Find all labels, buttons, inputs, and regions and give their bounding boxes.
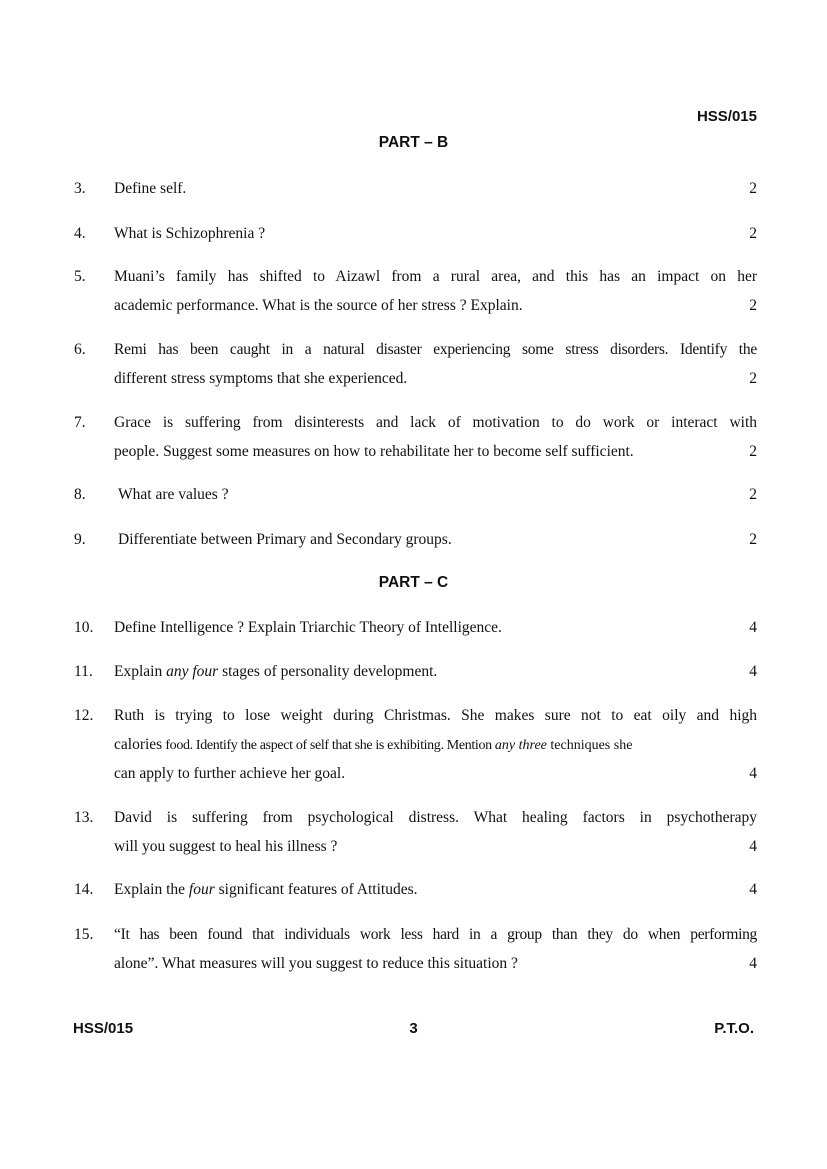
question-text: What is Schizophrenia ? [114,225,266,242]
question-text-line-2: people. Suggest some measures on how to rehabilitate her to become self sufficient. [114,442,634,460]
question-marks: 2 [749,486,757,503]
question-text-post: significant features of Attitudes. [214,881,418,898]
question-marks: 2 [749,531,757,548]
question-marks: 2 [749,180,757,197]
question-number: 13. [74,809,94,826]
question-text-line-1: “It has been found that individuals work less hard in a group than they do when performing [114,926,757,943]
question-number: 11. [74,663,93,680]
footer-paper-code: HSS/015 [73,1020,134,1037]
question-marks: 4 [749,881,757,898]
part-b-title: PART – B [378,134,449,151]
question-number: 7. [74,414,86,431]
question-14 [74,876,757,905]
question-marks: 2 [749,296,757,314]
question-12 [74,702,757,789]
footer-page-number: 3 [409,1020,418,1037]
question-text-line-3: can apply to further achieve her goal. [114,765,346,782]
question-number: 9. [74,531,86,548]
question-11 [74,658,757,687]
question-number: 15. [74,926,94,943]
question-marks: 2 [749,369,757,387]
question-marks: 2 [749,442,757,460]
question-number: 10. [74,619,94,636]
question-text-line-2: will you suggest to heal his illness ? [114,837,338,855]
question-text-line-2: academic performance. What is the source of her stress ? Explain. [114,296,523,314]
question-marks: 2 [749,225,757,242]
part-c-title: PART – C [378,574,449,591]
question-number: 5. [74,268,86,285]
question-text: What are values ? [118,486,229,503]
question-text-emphasis: any three [494,737,547,753]
question-marks: 4 [749,837,757,855]
question-text: Differentiate between Primary and Secondary groups. [118,531,452,548]
question-text: Define self. [114,180,187,197]
question-text-line-1: Grace is suffering from disinterests and lack of motivation to do work or interact with [114,414,757,431]
question-text: Define Intelligence ? Explain Triarchic Theory of Intelligence. [114,619,502,636]
question-number: 14. [74,881,94,898]
question-9 [74,526,757,555]
question-text-line-2: different stress symptoms that she experienced. [114,369,408,387]
question-4 [74,220,757,249]
question-number: 3. [74,180,86,197]
question-5 [74,263,757,320]
question-number: 12. [74,707,94,724]
question-text-post: stages of personality development. [218,663,438,680]
question-text-line-2b: food. Identify the aspect of self that she is exhibiting. Mention [162,737,495,753]
question-text-line-2: alone”. What measures will you suggest to reduce this situation ? [114,954,518,972]
question-text-line-1: Ruth is trying to lose weight during Christmas. She makes sure not to eat oily and high [114,707,757,724]
paper-code-header: HSS/015 [696,108,757,125]
footer-pto: P.T.O. [714,1020,754,1037]
question-13 [74,804,757,861]
question-marks: 4 [749,765,757,782]
question-text-line-2c: techniques she [546,737,633,753]
question-text-line-1: Remi has been caught in a natural disaster experiencing some stress disorders. Identify the [114,341,757,358]
question-text-emphasis: four [188,881,215,898]
question-number: 4. [74,225,86,242]
question-7 [74,409,757,466]
question-text-line-1: Muani’s family has shifted to Aizawl from a rural area, and this has an impact on her [114,268,757,285]
question-15 [74,921,757,978]
question-text-pre: Explain the [114,881,189,898]
question-marks: 4 [749,619,757,636]
question-text-line-2a: calories [114,735,163,753]
question-text-emphasis: any four [166,663,219,680]
question-text-pre: Explain [114,663,167,680]
question-10 [74,614,757,643]
question-3 [74,175,757,204]
question-marks: 4 [749,954,757,972]
question-8 [74,481,757,510]
question-number: 8. [74,486,86,503]
question-marks: 4 [749,663,757,680]
question-text-line-1: David is suffering from psychological distress. What healing factors in psychotherapy [114,809,757,826]
question-number: 6. [74,341,86,358]
question-6 [74,336,757,393]
